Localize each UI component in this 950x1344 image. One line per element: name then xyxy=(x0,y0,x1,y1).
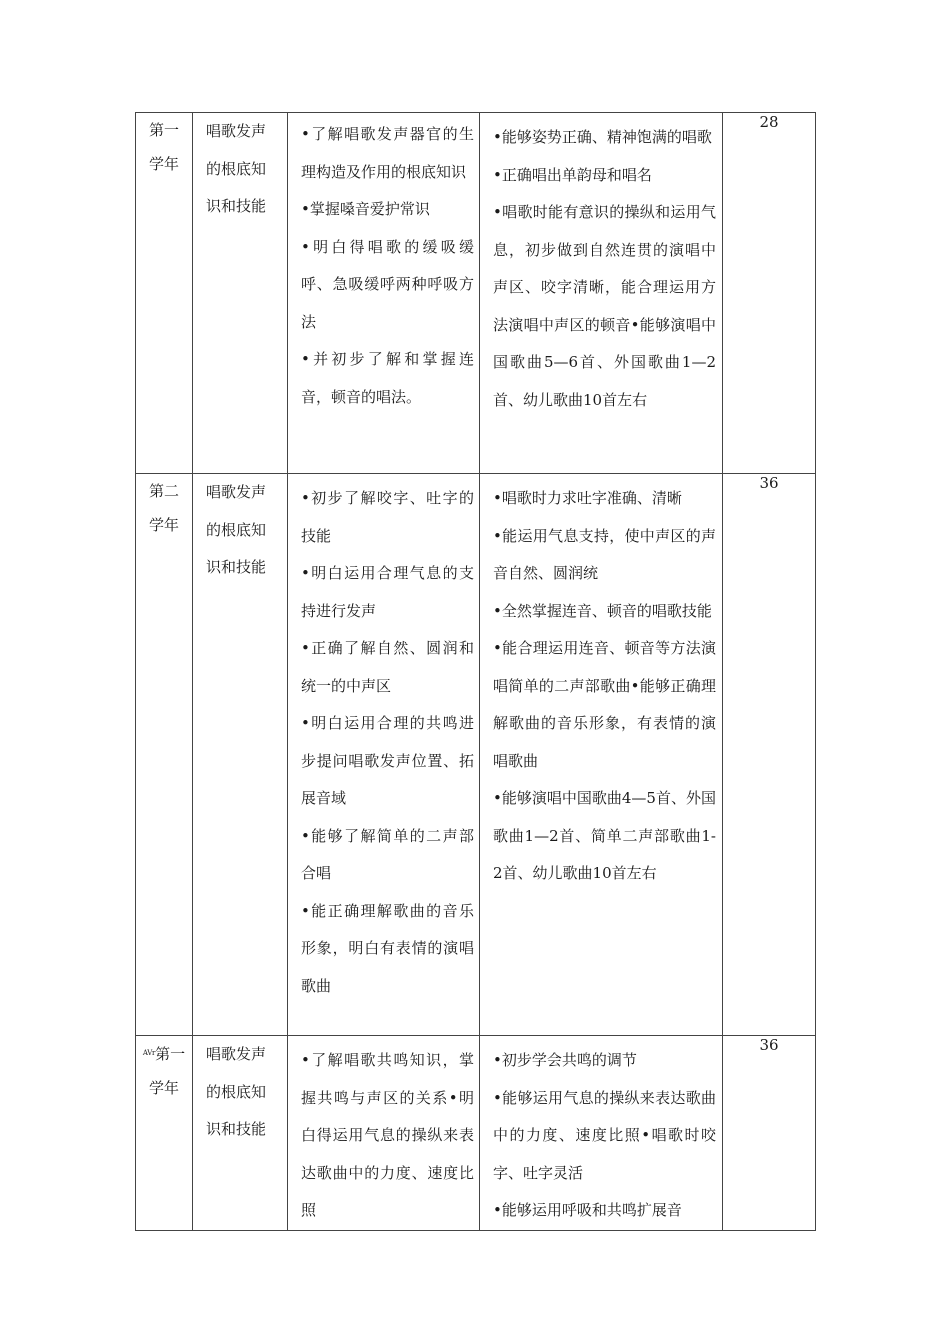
year-label: 第二学年 xyxy=(148,482,179,534)
table-row xyxy=(136,113,816,474)
curriculum-table xyxy=(135,112,816,1231)
knowledge-item: •明白得唱歌的缓吸缓呼、急吸缓呼两种呼吸方法 xyxy=(301,237,474,331)
knowledge-cell xyxy=(288,113,480,474)
skill-item: •初步学会共鸣的调节 xyxy=(493,1051,637,1069)
skill-item: •唱歌时能有意识的操纵和运用气息，初步做到自然连贯的演唱中声区、咬字清晰，能合理运用方法演唱中声区的顿音•能够演唱中国歌曲5—6首、外国歌曲1—2首、幼儿歌曲10首左右 xyxy=(493,203,716,409)
skills-cell xyxy=(480,474,723,1036)
topic-label: 唱歌发声的根底知识和技能 xyxy=(206,1045,267,1138)
year-cell xyxy=(136,1036,193,1231)
knowledge-cell xyxy=(288,474,480,1036)
knowledge-item: •掌握嗓音爱护常识 xyxy=(301,200,430,218)
knowledge-item: •明白运用合理的共鸣进步提问唱歌发声位置、拓展音域 xyxy=(301,714,474,807)
topic-cell xyxy=(193,113,288,474)
table-row xyxy=(136,474,816,1036)
skill-item: •能运用气息支持，使中声区的声音自然、圆润统 xyxy=(493,526,716,582)
topic-label: 唱歌发声的根底知识和技能 xyxy=(206,483,267,576)
year-label: 第一学年 xyxy=(148,121,179,173)
knowledge-cell xyxy=(288,1036,480,1231)
knowledge-item: •正确了解自然、圆润和统一的中声区 xyxy=(301,639,474,695)
hours-value: 28 xyxy=(759,113,779,131)
year-mark: AVr xyxy=(142,1049,156,1057)
knowledge-item: •初步了解咬字、吐字的技能 xyxy=(301,489,474,545)
year-label xyxy=(136,1036,192,1105)
skill-item: •正确唱出单韵母和唱名 xyxy=(493,165,652,184)
hours-cell xyxy=(723,474,816,1036)
skills-cell xyxy=(480,1036,723,1231)
knowledge-item: •了解唱歌发声器官的生理构造及作用的根底知识 xyxy=(301,125,474,181)
skill-item: •全然掌握连音、顿音的唱歌技能 xyxy=(493,601,712,620)
year-cell xyxy=(136,474,193,1036)
knowledge-item: •并初步了解和掌握连音，顿音的唱法。 xyxy=(301,350,474,406)
knowledge-item: •明白运用合理气息的支持进行发声 xyxy=(301,564,474,620)
topic-cell xyxy=(193,1036,288,1231)
skill-item: •能够演唱中国歌曲4—5首、外国歌曲1—2首、简单二声部歌曲1-2首、幼儿歌曲10首左右 xyxy=(493,789,716,882)
hours-value: 36 xyxy=(759,474,779,492)
knowledge-item: •能正确理解歌曲的音乐形象，明白有表情的演唱歌曲 xyxy=(301,901,474,995)
hours-cell xyxy=(723,1036,816,1231)
year-cell xyxy=(136,113,193,474)
skill-item: •唱歌时力求吐字准确、清晰 xyxy=(493,489,682,507)
skill-item: •能够运用呼吸和共鸣扩展音 xyxy=(493,1201,682,1219)
knowledge-item: •了解唱歌共鸣知识，掌握共鸣与声区的关系•明白得运用气息的操纵来表达歌曲中的力度、速度比照 xyxy=(301,1051,474,1219)
table-row xyxy=(136,1036,816,1231)
hours-value: 36 xyxy=(759,1036,779,1054)
skill-item: •能够姿势正确、精神饱满的唱歌 xyxy=(493,128,712,146)
year-text: 第一学年 xyxy=(148,1045,186,1097)
skill-item: •能够运用气息的操纵来表达歌曲中的力度、速度比照•唱歌时咬字、吐字灵活 xyxy=(493,1088,716,1182)
skill-item: •能合理运用连音、顿音等方法演唱简单的二声部歌曲•能够正确理解歌曲的音乐形象，有表情的演唱歌曲 xyxy=(493,639,716,770)
topic-cell xyxy=(193,474,288,1036)
knowledge-item: •能够了解简单的二声部合唱 xyxy=(301,826,474,882)
skills-cell xyxy=(480,113,723,474)
topic-label: 唱歌发声的根底知识和技能 xyxy=(206,122,267,215)
hours-cell xyxy=(723,113,816,474)
